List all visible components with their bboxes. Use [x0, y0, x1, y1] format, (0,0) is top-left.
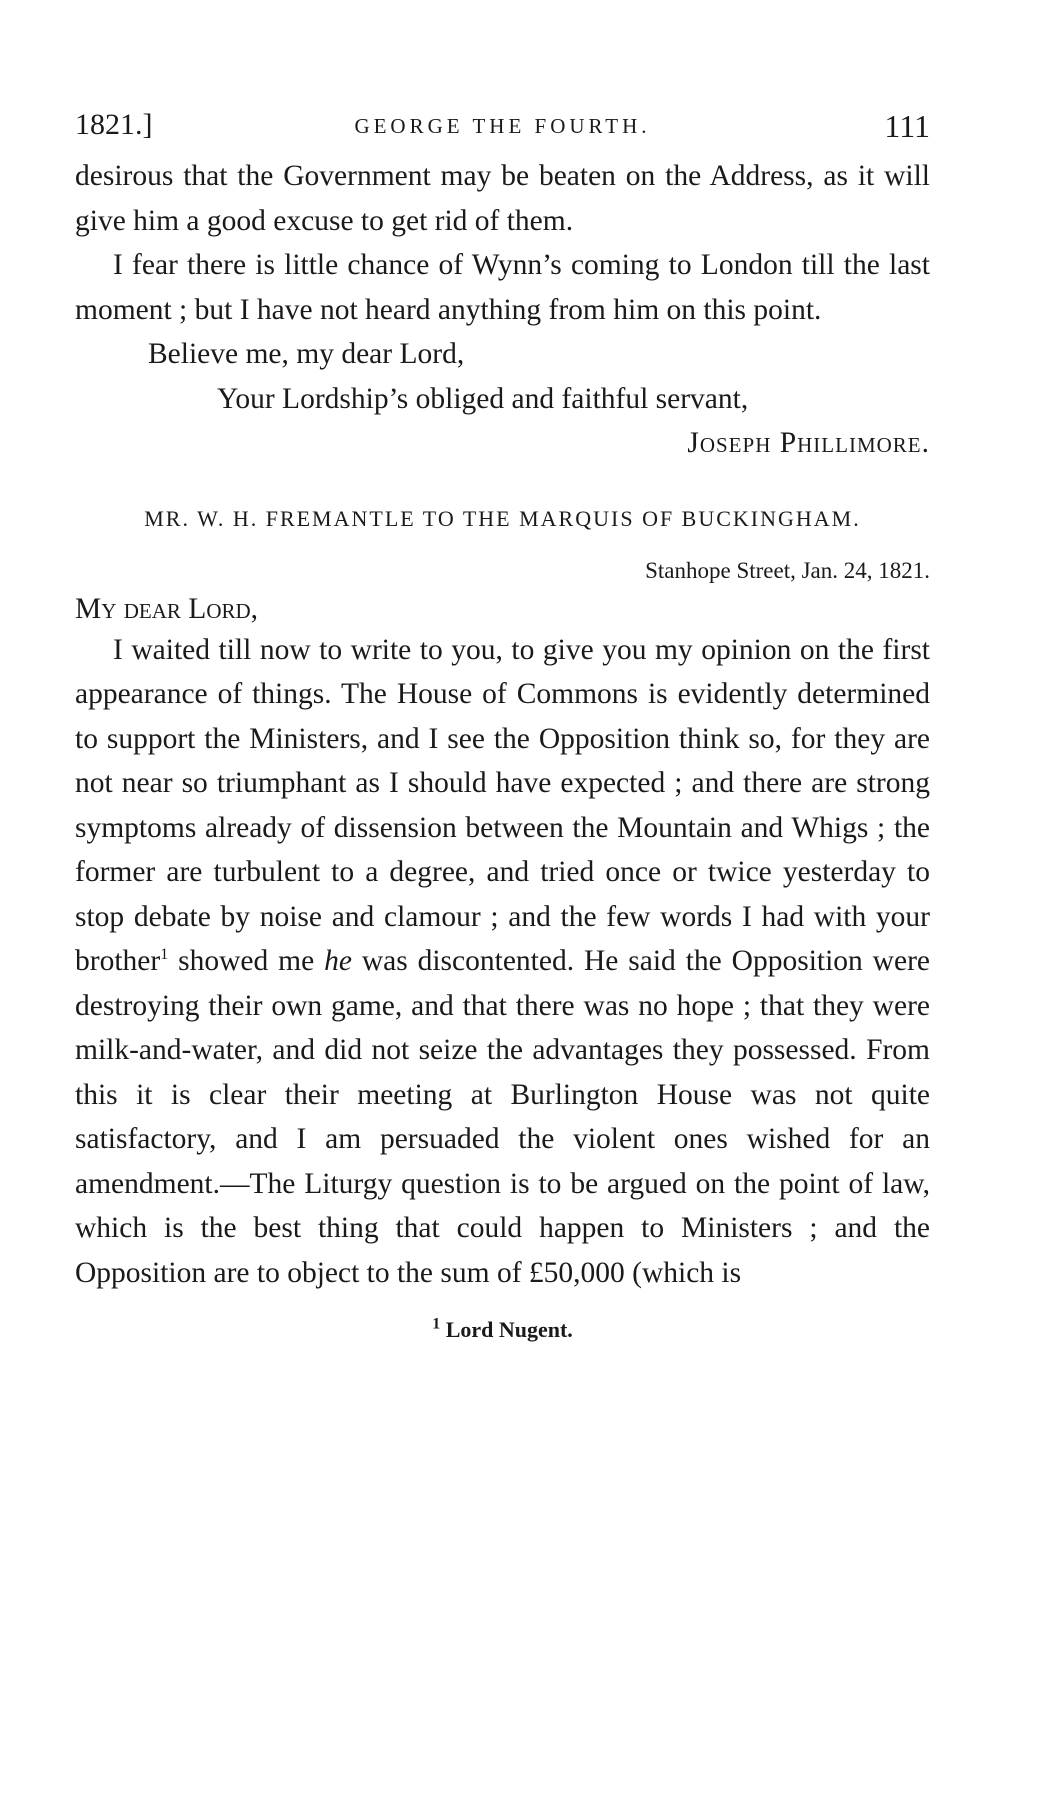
letter-text-part-b: showed me — [168, 945, 325, 977]
letter-text-part-a: I waited till now to write to you, to give you my opinion on the first appearance of things. The House of Commons is evidently determined to support the Ministers, and I see the Opposition think so, for they are not near so triumphant as I should have expected ; and there are strong symptoms already of dissension between the Mountain and Whigs ; the former are turbulent to a degree, and tried once or twice yesterday to stop debate by noise and clamour ; and the few words I had with your brother — [75, 633, 930, 977]
closing-line-2: Your Lordship’s obliged and faithful servant, — [217, 382, 749, 415]
letter-salutation: My dear Lord, — [75, 592, 259, 625]
letter-text-part-c: was discontented. He said the Opposition were destroying their own game, and that there was no hope ; that they were milk-and-water, and did not seize the advantages they possessed. From this it is clear their meeting at Burlington House was not quite satisfactory, and I am persuaded the violent ones wished for an amendment.—The Liturgy question is to be argued on the point of law, which is the best thing that could happen to Ministers ; and the Opposition are to object to the sum of £50,000 (which is — [75, 945, 931, 1289]
emphasis-he: he — [324, 945, 352, 977]
paragraph-wynn: I fear there is little chance of Wynn’s coming to London till the last moment ; but I have not heard anything from him on this point. — [75, 249, 930, 326]
letter-body — [75, 628, 930, 1296]
signature: Joseph Phillimore. — [687, 427, 930, 459]
closing-line-1: Believe me, my dear Lord, — [148, 338, 465, 370]
letter-dateline: Stanhope Street, Jan. 24, 1821. — [645, 557, 930, 583]
page-number: 111 — [884, 108, 930, 144]
header-year: 1821.] — [75, 108, 153, 141]
footnote-text: Lord Nugent. — [445, 1317, 573, 1342]
running-title: GEORGE THE FOURTH. — [354, 114, 651, 138]
paragraph-continued: desirous that the Government may be beaten on the Address, as it will give him a good excuse to get rid of them. — [75, 160, 930, 237]
footnote-reference: 1 — [160, 946, 169, 964]
letter-heading: MR. W. H. FREMANTLE TO THE MARQUIS OF BUCKINGHAM. — [144, 505, 861, 531]
running-header — [75, 108, 930, 154]
book-page — [75, 108, 930, 1343]
letter-paragraph — [75, 628, 930, 1296]
body-text — [75, 154, 930, 466]
footnote — [75, 1317, 930, 1343]
footnote-marker: 1 — [432, 1315, 441, 1333]
